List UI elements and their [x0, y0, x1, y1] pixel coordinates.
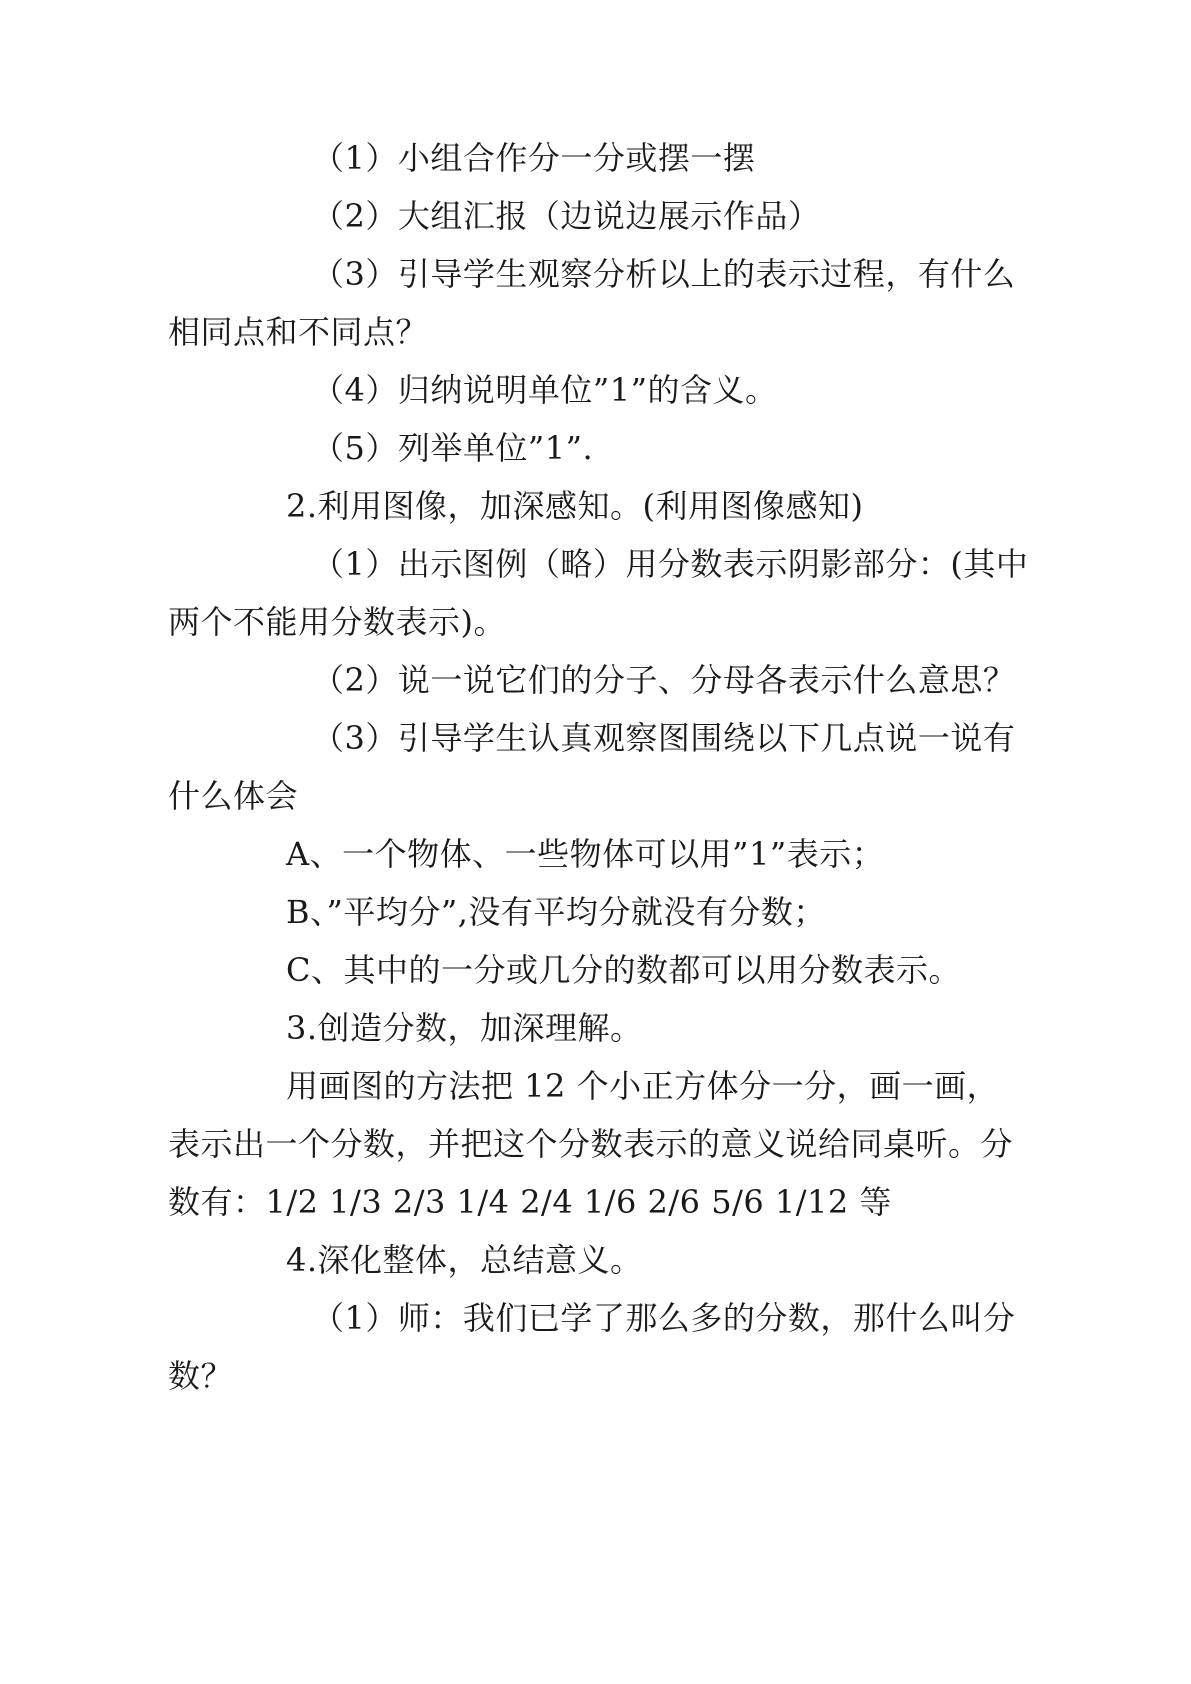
paragraph-line: 表示出一个分数，并把这个分数表示的意义说给同桌听。分 — [168, 1125, 1014, 1163]
paragraph-line: （5）列举单位”1”. — [312, 429, 594, 467]
list-item: C、其中的一分或几分的数都可以用分数表示。 — [286, 951, 961, 989]
paragraph-line: 数？ — [168, 1357, 234, 1395]
paragraph-line: （1）师：我们已学了那么多的分数，那什么叫分 — [312, 1299, 1016, 1337]
paragraph-line: 相同点和不同点？ — [168, 313, 429, 351]
section-heading: 3.创造分数，加深理解。 — [286, 1009, 643, 1047]
paragraph-line: （4）归纳说明单位”1”的含义。 — [312, 371, 778, 409]
paragraph-line: （2）大组汇报（边说边展示作品） — [312, 197, 821, 235]
paragraph-line: （2）说一说它们的分子、分母各表示什么意思？ — [312, 661, 1016, 699]
paragraph-line: 什么体会 — [168, 777, 299, 815]
paragraph-line: （3）引导学生观察分析以上的表示过程，有什么 — [312, 255, 1016, 293]
list-item: B、”平均分”,没有平均分就没有分数； — [286, 893, 826, 931]
section-heading: 2.利用图像，加深感知。(利用图像感知) — [286, 487, 864, 525]
paragraph-line: 两个不能用分数表示)。 — [168, 603, 506, 641]
paragraph-line: 用画图的方法把 12 个小正方体分一分，画一画， — [286, 1067, 1000, 1105]
section-heading: 4.深化整体，总结意义。 — [286, 1241, 643, 1279]
paragraph-line: （3）引导学生认真观察图围绕以下几点说一说有 — [312, 719, 1016, 757]
paragraph-line: 数有：1/2 1/3 2/3 1/4 2/4 1/6 2/6 5/6 1/12 等 — [168, 1183, 892, 1221]
list-item: A、一个物体、一些物体可以用”1”表示； — [286, 835, 885, 873]
paragraph-line: （1）出示图例（略）用分数表示阴影部分：(其中 — [312, 545, 1029, 583]
paragraph-line: （1）小组合作分一分或摆一摆 — [312, 139, 756, 177]
